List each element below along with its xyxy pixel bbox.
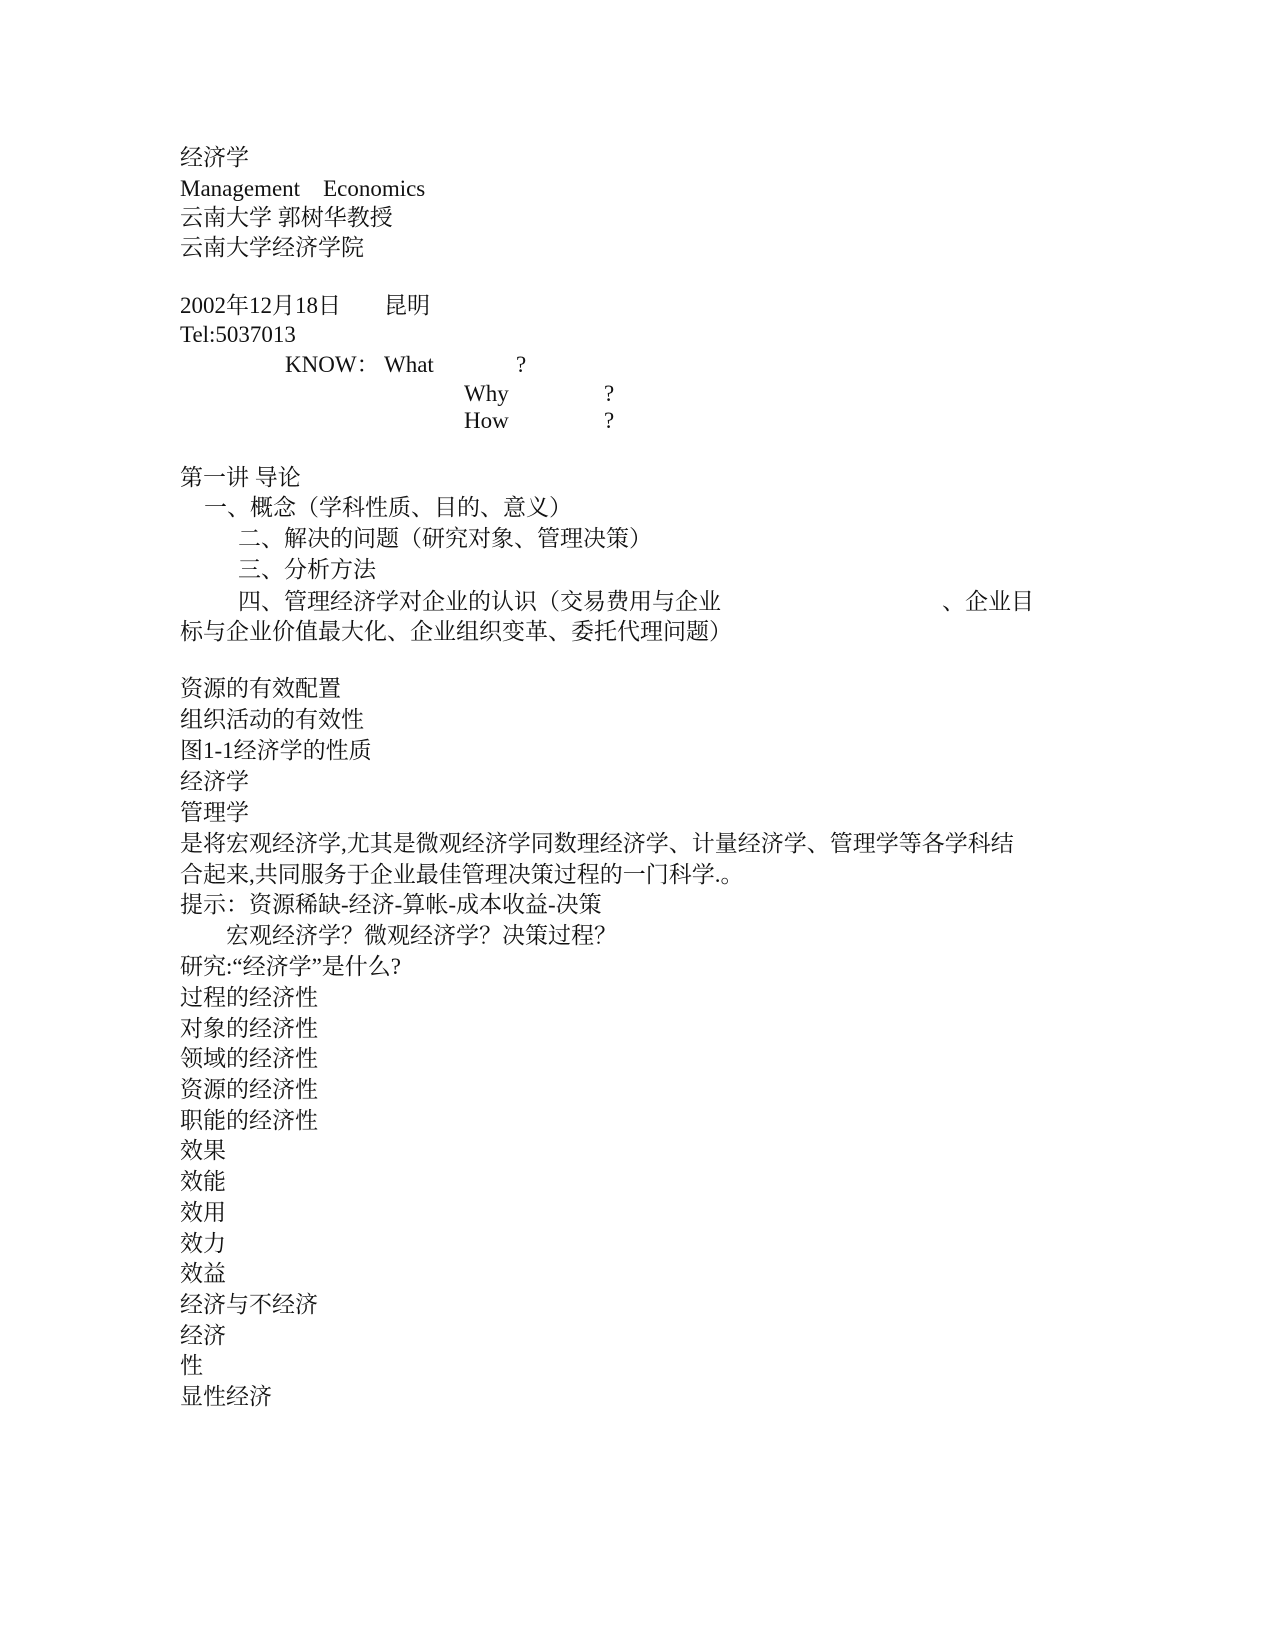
body-line: 经济学 — [180, 769, 249, 794]
outline-item-2: 二、解决的问题（研究对象、管理决策） — [238, 526, 652, 551]
body-line: 资源的有效配置 — [180, 676, 341, 701]
body-line: 经济与不经济 — [180, 1292, 318, 1317]
body-line: 资源的经济性 — [180, 1077, 318, 1102]
doc-place: 昆明 — [384, 293, 430, 318]
outline-item-3: 三、分析方法 — [238, 557, 376, 582]
hint-questions: 宏观经济学？微观经济学？决策过程？ — [226, 923, 617, 948]
body-line: 效能 — [180, 1169, 226, 1194]
know-how: How — [464, 408, 509, 433]
outline-item-4: 四、管理经济学对企业的认识（交易费用与企业 — [238, 589, 721, 614]
body-line: 领域的经济性 — [180, 1046, 318, 1071]
doc-subtitle-en: Management Economics — [180, 176, 426, 201]
know-why-q: ? — [604, 381, 615, 406]
research-question: 研究:“经济学”是什么? — [180, 954, 402, 979]
hint-line: 提示：资源稀缺-经济-算帐-成本收益-决策 — [180, 892, 602, 917]
outline-item-4-cont: 标与企业价值最大化、企业组织变革、委托代理问题） — [180, 619, 732, 644]
body-line: 组织活动的有效性 — [180, 707, 364, 732]
doc-school: 云南大学经济学院 — [180, 235, 364, 260]
body-line: 管理学 — [180, 800, 249, 825]
definition-paragraph: 是将宏观经济学,尤其是微观经济学同数理经济学、计量经济学、管理学等各学科结 — [180, 831, 1014, 856]
know-how-q: ? — [604, 408, 615, 433]
know-label: KNOW： — [285, 352, 380, 377]
body-line: 显性经济 — [180, 1384, 272, 1409]
body-line: 经济 — [180, 1323, 226, 1348]
body-line: 过程的经济性 — [180, 985, 318, 1010]
body-line: 职能的经济性 — [180, 1108, 318, 1133]
body-line: 效果 — [180, 1138, 226, 1163]
doc-author: 云南大学 郭树华教授 — [180, 205, 393, 230]
body-line: 效力 — [180, 1231, 226, 1256]
body-line: 对象的经济性 — [180, 1016, 318, 1041]
know-what-q: ? — [516, 352, 527, 377]
outline-item-1: 一、概念（学科性质、目的、意义） — [204, 495, 572, 520]
outline-item-4-tail: 、企业目 — [942, 589, 1034, 614]
doc-tel: Tel:5037013 — [180, 322, 296, 347]
know-what: What — [384, 352, 434, 377]
body-line: 性 — [180, 1353, 203, 1378]
know-why: Why — [464, 381, 509, 406]
definition-paragraph-cont: 合起来,共同服务于企业最佳管理决策过程的一门科学.。 — [180, 862, 744, 887]
body-line: 效益 — [180, 1261, 226, 1286]
figure-caption: 图1-1经济学的性质 — [180, 738, 372, 763]
body-line: 效用 — [180, 1200, 226, 1225]
doc-title: 经济学 — [180, 145, 249, 170]
doc-date: 2002年12月18日 — [180, 293, 341, 318]
lecture-title: 第一讲 导论 — [180, 465, 301, 490]
